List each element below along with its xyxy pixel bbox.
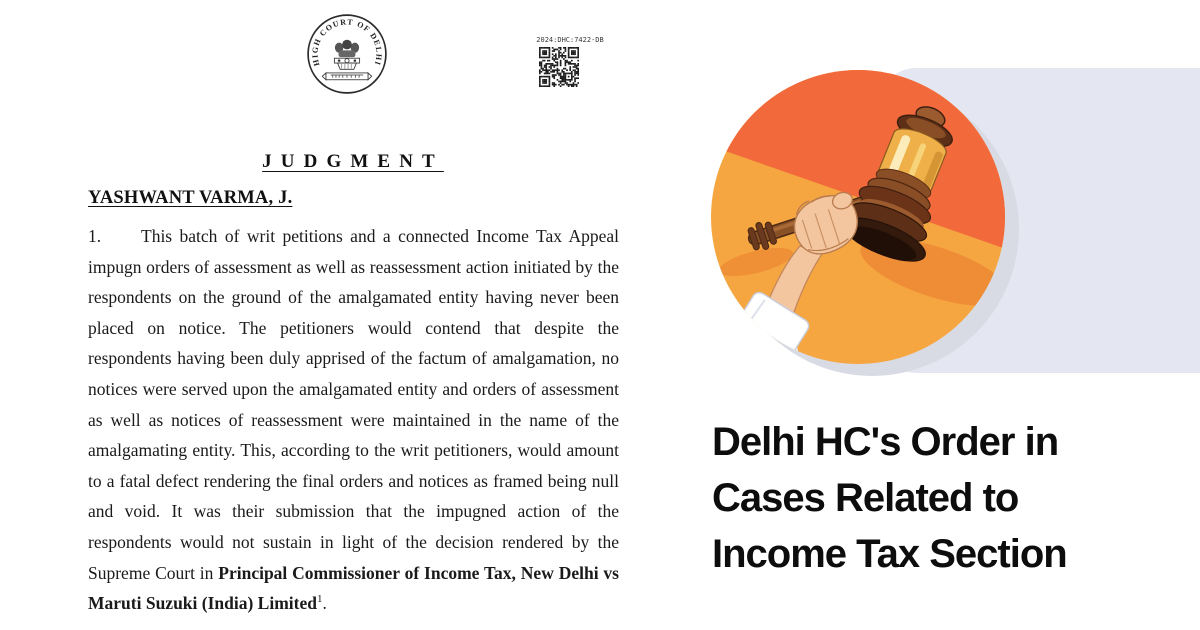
hand-gavel-illustration [688,48,1032,392]
judgment-paragraph-text: This batch of writ petitions and a connected Income Tax Appeal impugn orders of assessment as well as reassessment action initiated by the respondents on the ground of the amalgamated entity having never been placed on notice. The petitioners would contend that despite the respondents having been duly apprised of the factum of amalgamation, no notices were served upon the amalgamated entity and orders of assessment as well as notices of reassessment were maintained in the name of the amalgamating entity. This, according to the writ petitioners, would amount to a fatal defect rendering the final orders and notices as framed being null and void. It was their submission that the impugned action of the respondents would not sustain in light of the decision rendered by the Supreme Court in Principal Commissioner of Income Tax, New Delhi vs Maruti Suzuki (India) Limited$^1$. [88,226,619,614]
judgment-heading: JUDGMENT [262,151,444,172]
card-title [712,414,1182,582]
card-title-line: Income Tax Section [712,532,1067,576]
seal-ring-text: HIGH COURT OF DELHI [310,17,384,68]
judgment-paragraph [88,221,619,619]
neutral-citation-code: 2024:DHC:7422-DB [536,36,604,44]
paragraph-number: 1. [88,226,102,246]
card-title-line: Delhi HC's Order in [712,420,1059,464]
high-court-of-delhi-seal-icon [306,13,388,95]
card-title-line: Cases Related to [712,476,1019,520]
judge-name: YASHWANT VARMA, J. [88,188,293,208]
qr-code-icon [539,47,579,87]
